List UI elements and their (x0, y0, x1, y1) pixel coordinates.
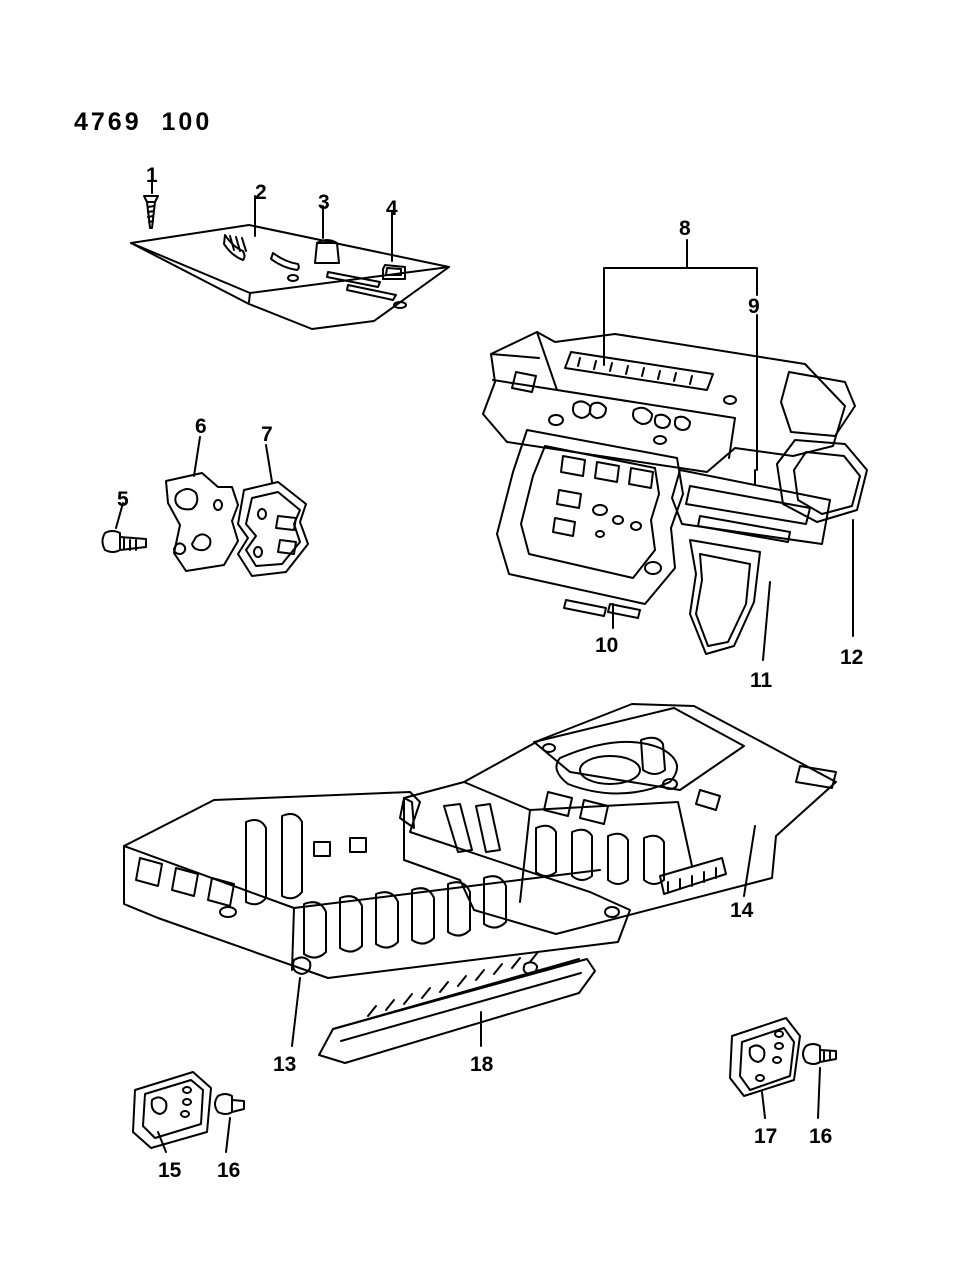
part-bracket-17 (730, 1018, 800, 1118)
callout-4: 4 (386, 197, 398, 220)
callout-16-right: 16 (809, 1125, 833, 1148)
part-bracket-6 (166, 437, 238, 571)
callout-12: 12 (840, 646, 864, 669)
part-grommet-4 (383, 212, 405, 279)
part-side-sill-18 (319, 952, 595, 1063)
part-bracket-15 (133, 1072, 211, 1152)
part-bracket-7 (238, 445, 308, 576)
callout-1: 1 (146, 164, 158, 187)
callout-10: 10 (595, 634, 619, 657)
part-rear-bulkhead-assembly (483, 332, 867, 657)
callout-17: 17 (754, 1125, 778, 1148)
part-front-floor-pan-13 (124, 792, 630, 978)
part-insulation-panel-2 (131, 196, 449, 329)
callout-8: 8 (679, 217, 691, 240)
callout-11: 11 (750, 669, 773, 692)
callout-15: 15 (158, 1159, 182, 1182)
part-bolt-16-right (803, 1044, 836, 1118)
callout-5: 5 (117, 488, 129, 511)
part-screw-1 (144, 182, 158, 228)
callout-13: 13 (273, 1053, 297, 1076)
callout-6: 6 (195, 415, 207, 438)
callout-7: 7 (261, 423, 273, 446)
callout-18: 18 (470, 1053, 494, 1076)
part-rear-floor-pan-14 (400, 704, 836, 934)
callout-2: 2 (255, 181, 267, 204)
page-code: 4769 100 (74, 108, 213, 136)
part-bolt-16-left (215, 1094, 244, 1152)
callout-16-left: 16 (217, 1159, 241, 1182)
callout-3: 3 (318, 191, 330, 214)
part-plug-clip-3 (315, 206, 339, 263)
callout-9: 9 (748, 295, 760, 318)
callout-14: 14 (730, 899, 754, 922)
